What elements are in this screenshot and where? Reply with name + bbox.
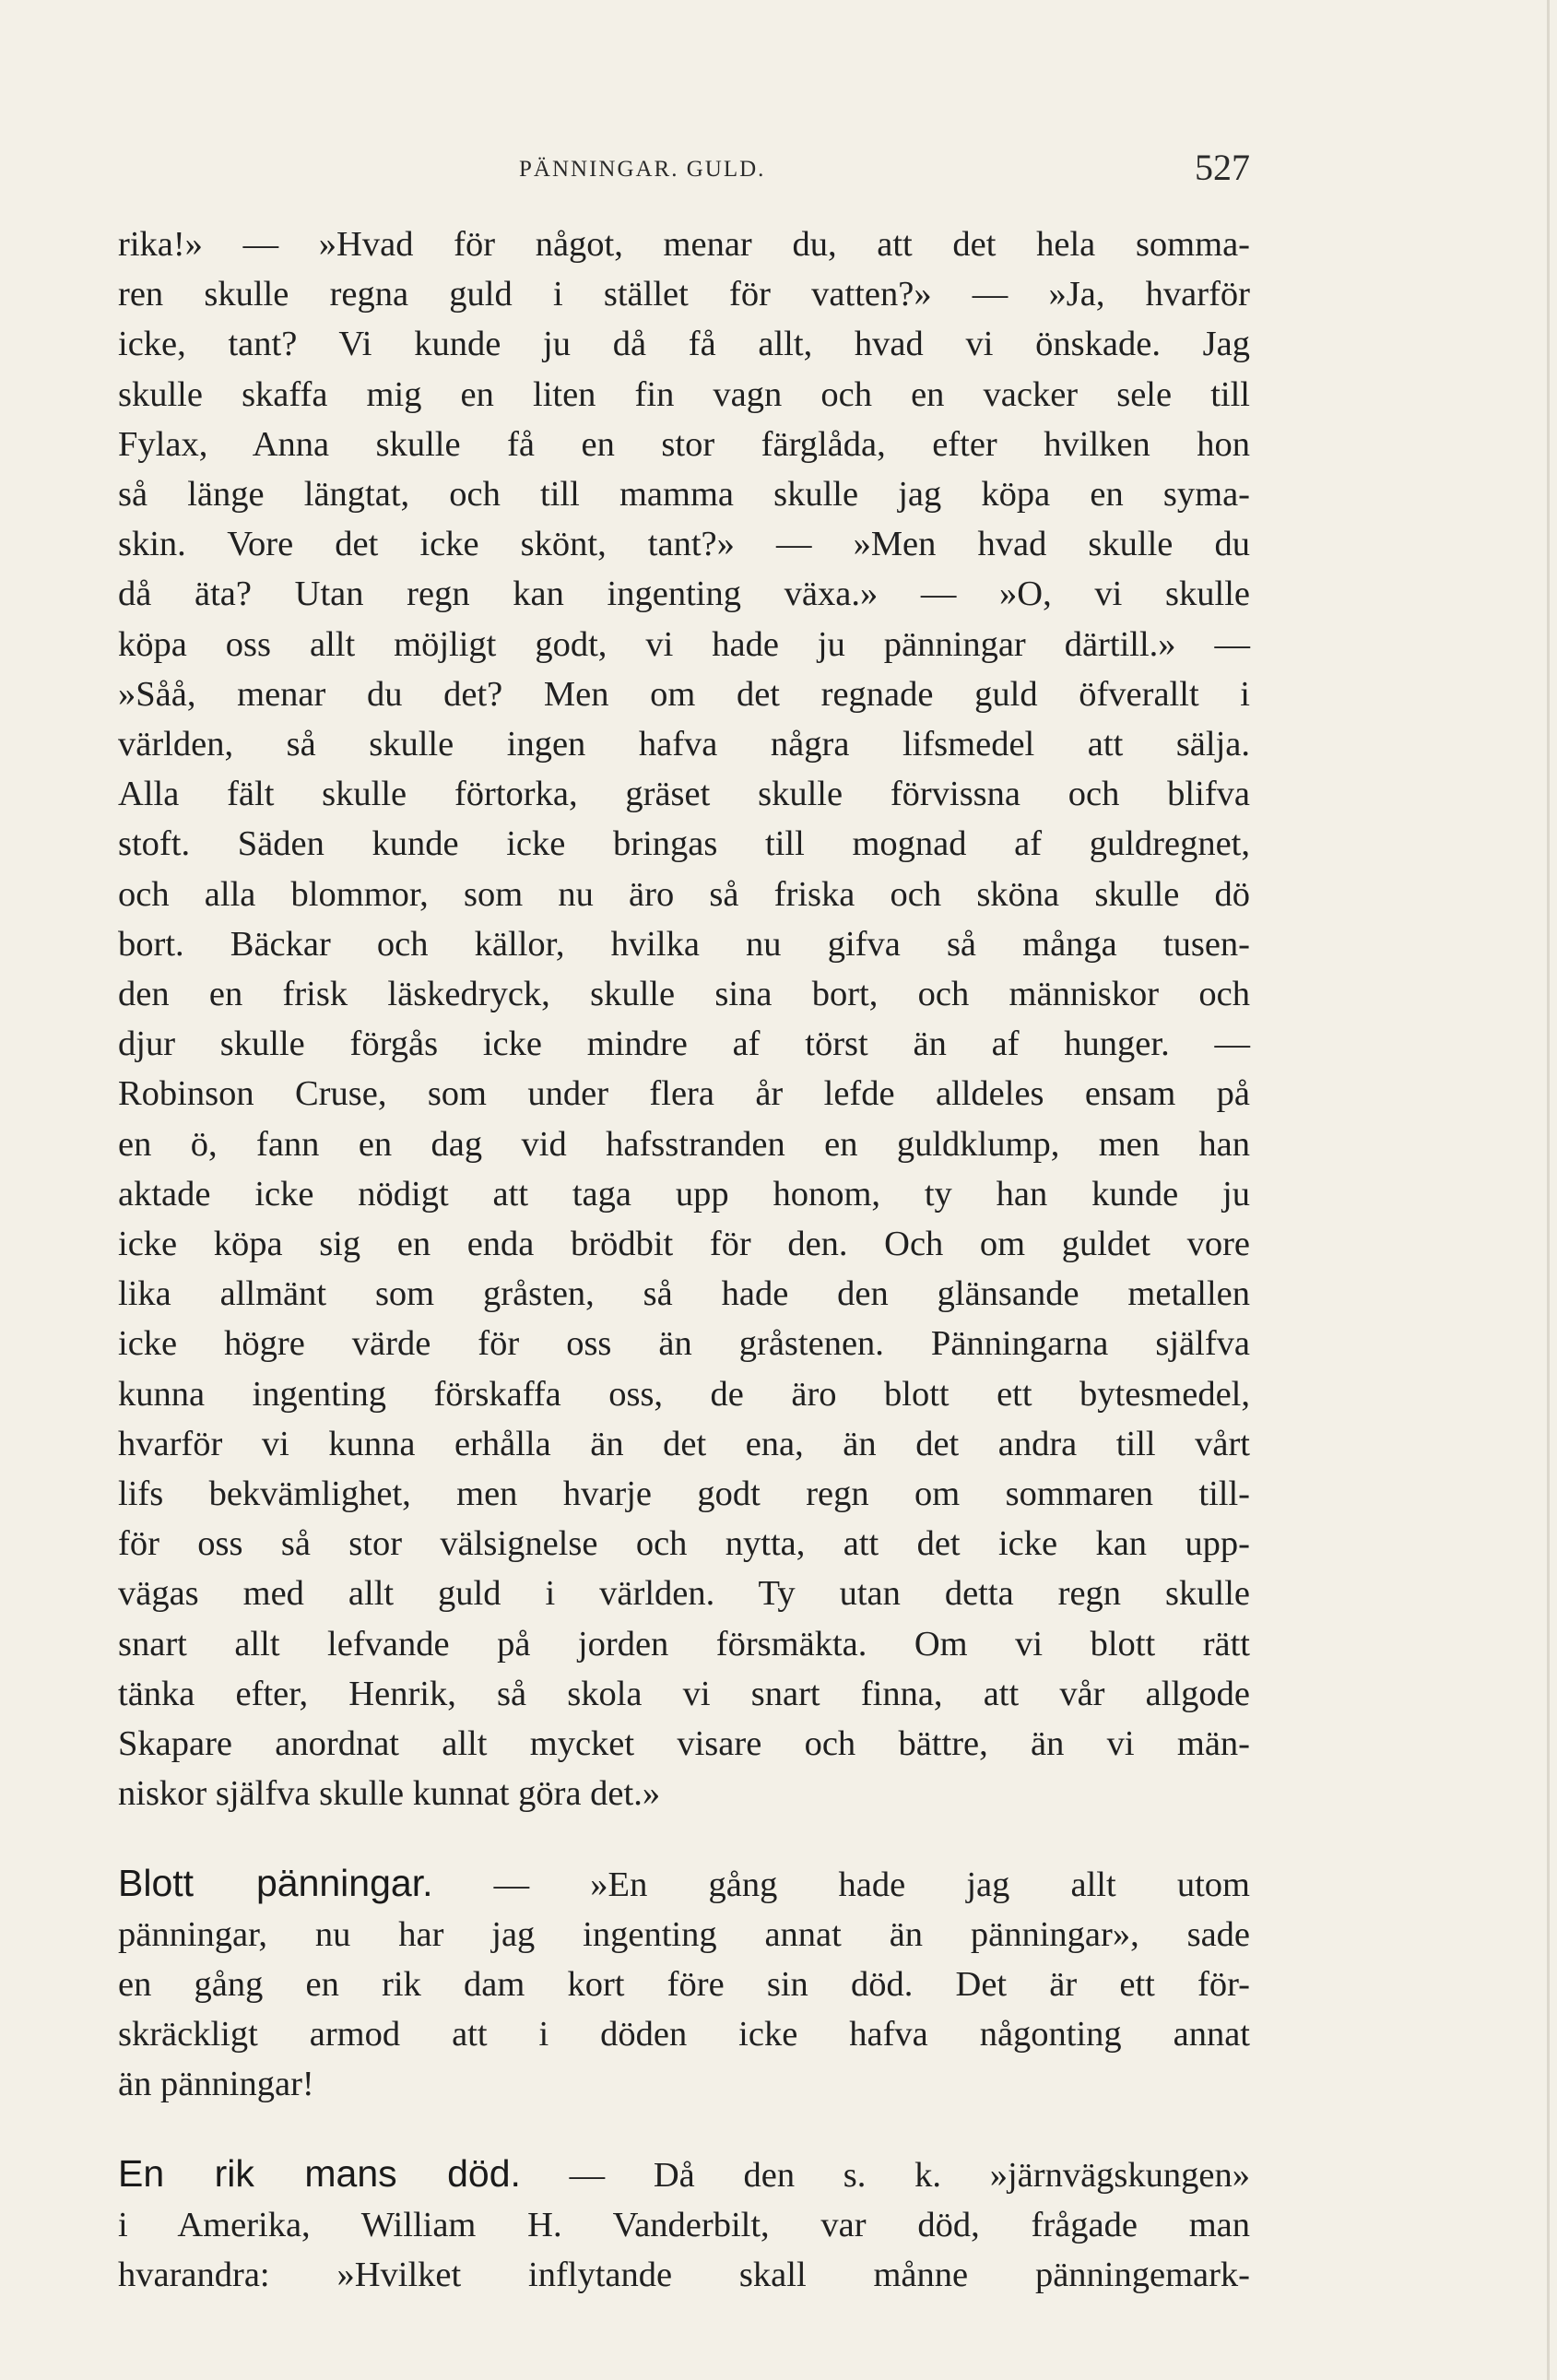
section-gap	[118, 1819, 1250, 1858]
text-line: den en frisk läskedryck, skulle sina bort, och människor och	[118, 975, 1250, 1014]
text-line: en ö, fann en dag vid hafsstranden en guldklump, men han	[118, 1124, 1250, 1164]
body-text	[118, 219, 1250, 2300]
text-run: — »En gång hade jag allt utom	[432, 1865, 1250, 1904]
section-heading: Blott pänningar.	[118, 1861, 433, 1904]
text-line: Skapare anordnat allt mycket visare och bättre, än vi män-	[118, 1724, 1250, 1764]
text-line: lifs bekvämlighet, men hvarje godt regn om sommaren till-	[118, 1474, 1250, 1514]
text-line: lika allmänt som gråsten, så hade den glänsande metallen	[118, 1274, 1250, 1314]
text-line: hvarandra: »Hvilket inflytande skall månne pänningemark-	[118, 2255, 1250, 2294]
paragraph-only-money	[118, 1858, 1250, 2110]
section-heading: En rik mans död.	[118, 2151, 521, 2195]
text-line: kunna ingenting förskaffa oss, de äro blott ett bytesmedel,	[118, 1374, 1250, 1414]
text-line: pänningar, nu har jag ingenting annat än pänningar», sade	[118, 1914, 1250, 1954]
text-line: för oss så stor välsignelse och nytta, att det icke kan upp-	[118, 1524, 1250, 1564]
text-line: Fylax, Anna skulle få en stor färglåda, efter hvilken hon	[118, 424, 1250, 464]
text-line: världen, så skulle ingen hafva några lifsmedel att sälja.	[118, 725, 1250, 764]
text-line: än pänningar!	[118, 2065, 314, 2104]
text-line: och alla blommor, som nu äro så friska och sköna skulle dö	[118, 874, 1250, 914]
text-line: »Såå, menar du det? Men om det regnade guld öfverallt i	[118, 674, 1250, 714]
text-line: i Amerika, William H. Vanderbilt, var död, frågade man	[118, 2205, 1250, 2244]
text-line: vägas med allt guld i världen. Ty utan detta regn skulle	[118, 1574, 1250, 1614]
section-gap	[118, 2110, 1250, 2149]
page-edge	[1547, 0, 1550, 2380]
text-line: Alla fält skulle förtorka, gräset skulle förvissna och blifva	[118, 775, 1250, 814]
text-line: snart allt lefvande på jorden försmäkta. Om vi blott rätt	[118, 1624, 1250, 1664]
text-line: så länge längtat, och till mamma skulle jag köpa en syma-	[118, 475, 1250, 515]
text-line: niskor själfva skulle kunnat göra det.»	[118, 1774, 661, 1814]
text-line: skräckligt armod att i döden icke hafva någonting annat	[118, 2015, 1250, 2054]
text-line: rika!» — »Hvad för något, menar du, att det hela somma-	[118, 225, 1250, 264]
text-line: icke, tant? Vi kunde ju då få allt, hvad vi önskade. Jag	[118, 325, 1250, 364]
text-line: ren skulle regna guld i stället för vatten?» — »Ja, hvarför	[118, 275, 1250, 314]
text-line	[118, 2149, 1250, 2200]
paragraph-rain-of-gold	[118, 219, 1250, 1819]
text-line: stoft. Säden kunde icke bringas till mognad af guldregnet,	[118, 824, 1250, 864]
paragraph-lines	[118, 1910, 1250, 2110]
text-line: Robinson Cruse, som under flera år lefde alldeles ensam på	[118, 1074, 1250, 1114]
text-line: bort. Bäckar och källor, hvilka nu gifva så många tusen-	[118, 924, 1250, 964]
text-line: skulle skaffa mig en liten fin vagn och en vacker sele till	[118, 374, 1250, 414]
text-line: aktade icke nödigt att taga upp honom, ty han kunde ju	[118, 1174, 1250, 1214]
text-line	[118, 1858, 1250, 1910]
text-line: hvarför vi kunna erhålla än det ena, än det andra till vårt	[118, 1424, 1250, 1463]
paragraph-lines	[118, 2200, 1250, 2300]
text-line: en gång en rik dam kort före sin död. Det är ett för-	[118, 1964, 1250, 2004]
text-line: djur skulle förgås icke mindre af törst än af hunger. —	[118, 1024, 1250, 1064]
paragraph-rich-mans-death	[118, 2149, 1250, 2301]
text-line: tänka efter, Henrik, så skola vi snart finna, att vår allgode	[118, 1674, 1250, 1713]
text-line: köpa oss allt möjligt godt, vi hade ju pänningar därtill.» —	[118, 624, 1250, 664]
text-line: icke högre värde för oss än gråstenen. Pänningarna själfva	[118, 1324, 1250, 1364]
running-head: PÄNNINGAR. GULD.	[519, 157, 766, 182]
text-line: icke köpa sig en enda brödbit för den. Och om guldet vore	[118, 1225, 1250, 1264]
text-run: — Då den s. k. »järnvägskungen»	[520, 2155, 1250, 2195]
text-line: skin. Vore det icke skönt, tant?» — »Men hvad skulle du	[118, 525, 1250, 564]
page-header	[118, 146, 1250, 192]
text-line: då äta? Utan regn kan ingenting växa.» — »O, vi skulle	[118, 574, 1250, 614]
page-number: 527	[1195, 147, 1250, 188]
